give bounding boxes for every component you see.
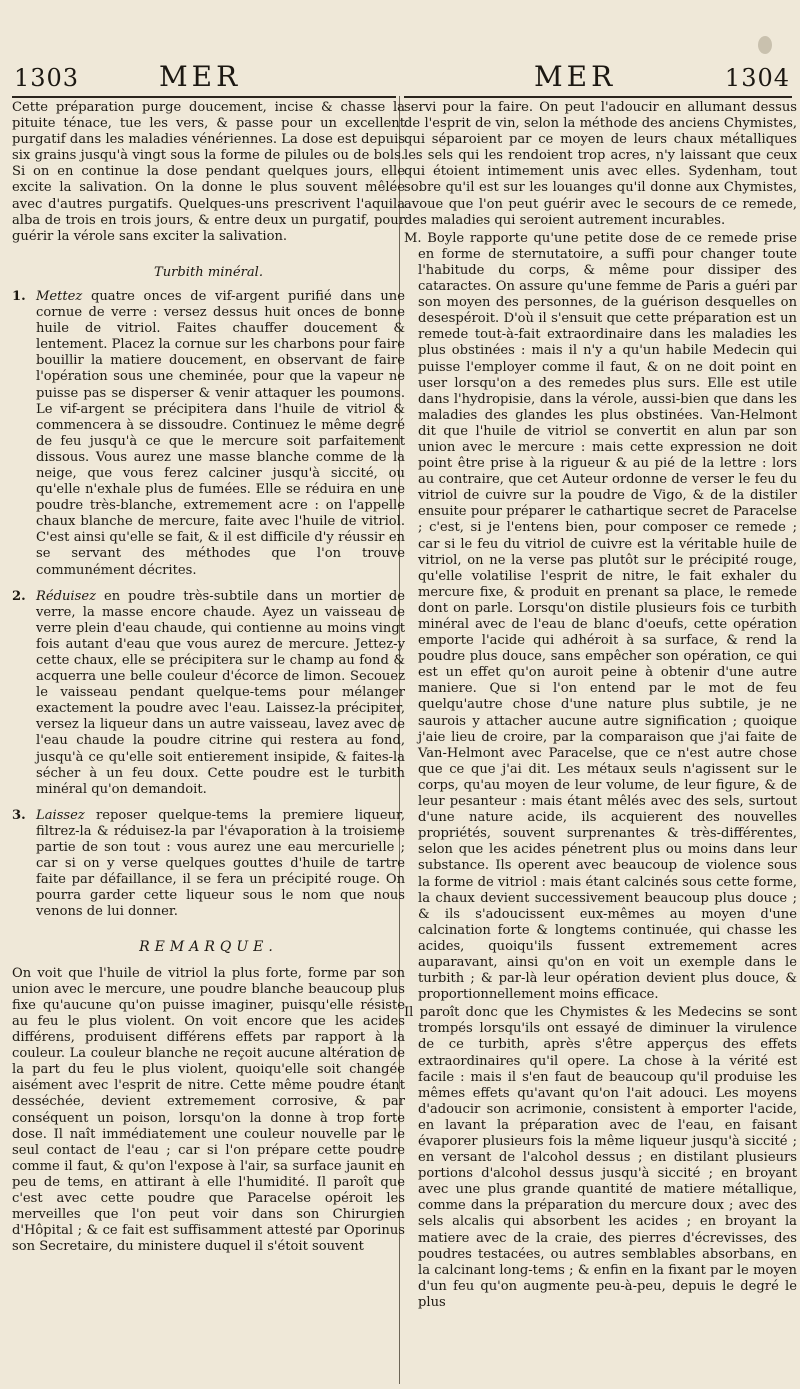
- opening-paragraph: Cette préparation purge doucement, incise & chasse la pituite ténace, tue les vers, & passe pour un excellent purgatif dans les maladies vénériennes. La dose est depuis six grains jusqu'à vingt sous la forme de pilules ou de bols. Si on en continue la dose pendant quelques jours, elle excite la salivation. On la donne le plus souvent mêlée avec d'autres purgatifs. Quelques-uns prescrivent l'aquila alba de trois en trois jours, & entre deux un purgatif, pour guérir la vérole sans exciter la salivation.: [12, 100, 405, 244]
- right-running-head: MER: [534, 60, 617, 93]
- left-running-head: MER: [159, 60, 242, 93]
- paper-stain: [758, 36, 772, 54]
- right-column: [404, 100, 797, 1382]
- step-number: 2.: [12, 588, 26, 604]
- remarque-heading: REMARQUE.: [139, 938, 278, 955]
- remarque-paragraph: On voit que l'huile de vitriol la plus forte, forme par son union avec le mercure, une poudre blanche beaucoup plus fixe qu'aucune qu'on puisse imaginer, puisqu'elle résiste au feu le plus violent. On voit encore que les acides différens, produisent différens effets par rapport à la couleur. La couleur blanche ne reçoit aucune altération de la part du feu le plus violent, quoiqu'elle soit changée aisément avec l'esprit de nitre. Cette même poudre étant desséchée, devient extremement corrosive, & par conséquent un poison, lorsqu'on la donne à trop forte dose. Il naît immédiatement une couleur nouvelle par le seul contact de l'eau ; car si l'on prépare cette poudre comme il faut, & qu'on l'expose à l'air, sa surface jaunit en peu de tems, en attirant à elle l'humidité. Il paroît que c'est avec cette poudre que Paracelse opéroit les merveilles que l'on peut voir dans son Chirurgien d'Hôpital ; & ce fait est suffisamment attesté par Oporinus son Secretaire, du ministere duquel il s'étoit souvent: [12, 965, 405, 1255]
- step-lead-word: Laissez: [36, 807, 85, 823]
- boyle-paragraph: M. Boyle rapporte qu'une petite dose de ce remede prise en forme de sternutatoire, a suffi pour changer toute l'habitude du corps, & même pour dissiper des cataractes. On assure qu'une femme de Paris a guéri par son moyen des personnes, de la guérison desquelles on desespéroit. D'où il s'ensuit que cette préparation est un remede tout-à-fait extraordinaire dans les maladies les plus obstinées : mais il n'y a qu'un habile Medecin qui puisse l'employer comme il faut, & on ne doit point en user lorsqu'on a des remedes plus surs. Elle est utile dans l'hydropisie, dans la vérole, aussi-bien que dans les maladies des glandes les plus obstinées. Van-Helmont dit que l'huile de vitriol se convertit en alun par son union avec le mercure : mais cette expression ne doit point être prise à la rigueur & au pié de la lettre : lors au contraire, que cet Auteur ordonne de verser le feu du vitriol de cuivre sur la poudre de Vigo, & de la distiler ensuite pour préparer le cathartique secret de Paracelse ; c'est, si je l'entens bien, pour composer ce remede ; car si le feu du vitriol de cuivre est la véritable huile de vitriol, on ne la verse pas plutôt sur le précipité rouge, qu'elle volatilise l'esprit de nitre, le fait exhaler du mercure fixe, & produit en prenant sa place, le remede dont on parle. Lorsqu'on distile plusieurs fois ce turbith minéral avec de l'eau de blanc d'oeufs, cette opération emporte l'acide qui adhéroit à sa surface, & rend la poudre plus douce, sans empêcher son opération, ce qui est un effet qu'on auroit peine à obtenir d'une autre maniere. Que si l'on entend par le mot de feu quelqu'autre chose d'une nature plus subtile, je ne saurois y attacher aucune autre signification ; quoique j'aie lieu de croire, par la comparaison que j'ai faite de Van-Helmont avec Paracelse, que ce n'est autre chose que ce que j'ai dit. Les métaux seuls n'agissent sur le corps, qu'au moyen de leur volume, de leur figure, & de leur pesanteur : mais étant mêlés avec des sels, surtout d'une nature acide, ils acquierent des nouvelles propriétés, souvent surprenantes & très-différentes, selon que les acides pénetrent plus ou moins dans leur substance. Ils operent avec beaucoup de violence sous la forme de vitriol : mais étant calcinés sous cette forme, la chaux devient successivement beaucoup plus douce ; & ils s'adoucissent eux-mêmes au moyen d'une calcination forte & longtems continuée, qui chasse les acides, quoiqu'ils fussent extremement acres auparavant, ainsi qu'on en voit un exemple dans le turbith ; & par-là leur opération devient plus douce, & proportionnellement moins efficace.: [404, 230, 797, 1003]
- step-number: 3.: [12, 807, 26, 823]
- closing-paragraph: Il paroît donc que les Chymistes & les Medecins se sont trompés lorsqu'ils ont essayé de diminuer la virulence de ce turbith, après s'être apperçus des effets extraordinaires qu'il opere. La chose à la vérité est facile : mais il s'en faut de beaucoup qu'il produise les mêmes effets qu'avant qu'on l'ait adouci. Les moyens d'adoucir son acrimonie, consistent à emporter l'acide, en lavant la préparation avec de l'eau, en faisant évaporer plusieurs fois la même liqueur jusqu'à siccité ; en versant de l'alcohol dessus ; en distilant plusieurs portions d'alcohol dessus jusqu'à siccité ; en broyant avec une plus grande quantité de matiere métallique, comme dans la préparation du mercure doux ; avec des sels alcalis qui absorbent les acides ; en broyant la matiere avec de la craie, des pierres d'écrevisses, des poudres testacées, ou autres semblables absorbans, en la calcinant long-tems ; & enfin en la fixant par le moyen d'un feu qu'on augmente peu-à-peu, depuis le degré le plus: [404, 1005, 797, 1310]
- numbered-step: [12, 289, 405, 579]
- step-number: 1.: [12, 288, 26, 304]
- step-text: reposer quelque-tems la premiere liqueur, filtrez-la & réduisez-la par l'évaporation à la troisieme partie de son tout : vous aurez une eau mercurielle ; car si on y verse quelques gouttes d'huile de tartre faite par défaillance, il se fera un précipité rouge. On pourra garder cette liqueur sous le nom que nous venons de lui donner.: [36, 807, 405, 920]
- left-page-header: [14, 58, 394, 98]
- section-subtitle: Turbith minéral.: [153, 264, 264, 280]
- step-lead-word: Mettez: [36, 288, 83, 304]
- step-text: en poudre très-subtile dans un mortier de verre, la masse encore chaude. Ayez un vaisseau de verre plein d'eau chaude, qui contienne au moins vingt fois autant d'eau que vous aurez de mercure. Jettez-y cette chaux, elle se précipitera sur le champ au fond & acquerra une belle couleur d'écorce de limon. Secouez le vaisseau pendant quelque-tems pour mélanger exactement la poudre avec l'eau. Laissez-la précipiter, versez la liqueur dans un autre vaisseau, lavez avec de l'eau chaude la poudre citrine qui restera au fond, jusqu'à ce qu'elle soit entierement insipide, & faites-la sécher à un feu doux. Cette poudre est le turbith minéral qu'on demandoit.: [36, 588, 405, 797]
- right-header-rule: [404, 96, 792, 98]
- continued-paragraph: servi pour la faire. On peut l'adoucir en allumant dessus de l'esprit de vin, selon la méthode des anciens Chymistes, qui séparoient par ce moyen de leurs chaux métalliques les sels qui les rendoient trop acres, n'y laissant que ceux qui étoient intimement unis avec elles. Sydenham, tout sobre qu'il est sur les louanges qu'il donne aux Chymistes, avoue que l'on peut guérir avec le secours de ce remede, des maladies qui seroient autrement incurables.: [404, 100, 797, 228]
- right-page-header: [410, 58, 790, 98]
- step-lead-word: Réduisez: [36, 588, 96, 604]
- left-column: [12, 100, 405, 1382]
- step-text: quatre onces de vif-argent purifié dans une cornue de verre : versez dessus huit onces de bonne huile de vitriol. Faites chauffer doucement & lentement. Placez la cornue sur les charbons pour faire bouillir la matiere doucement, en observant de faire l'opération sous une cheminée, pour que la vapeur ne puisse pas se disperser & venir attaquer les poumons. Le vif-argent se précipitera dans l'huile de vitriol & commencera à se dissoudre. Continuez le même degré de feu jusqu'à ce que le mercure soit parfaitement dissous. Vous aurez une masse blanche comme de la neige, que vous ferez calciner jusqu'à siccité, ou qu'elle n'exhale plus de fumées. Elle se réduira en une poudre très-blanche, extremement acre : on l'appelle chaux blanche de mercure, faite avec l'huile de vitriol. C'est ainsi qu'elle se fait, & il est difficile d'y réussir en se servant des méthodes que l'on trouve communément décrites.: [36, 288, 405, 578]
- left-header-rule: [12, 96, 396, 98]
- right-page-number: 1304: [724, 64, 790, 92]
- left-page-number: 1303: [14, 64, 80, 92]
- numbered-step: [12, 808, 405, 921]
- numbered-step: [12, 589, 405, 798]
